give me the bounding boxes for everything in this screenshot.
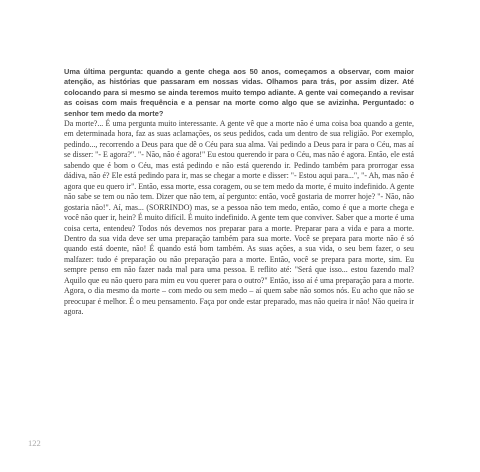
interview-question: Uma última pergunta: quando a gente chega aos 50 anos, começamos a observar, com maior atenção, as histórias que passaram em nossas vidas. Olhamos para trás, por assim dizer. Até colocando para si mesmo se ainda teremos muito tempo adiante. A gente vai começando a revisar as coisas com mais frequência e a pensar na morte como algo que se avizinha. Perguntado: o senhor tem medo da morte? [64,67,414,118]
page-number: 122 [28,438,41,448]
interview-answer: Da morte?... É uma pergunta muito interessante. A gente vê que a morte não é uma coisa boa quando a gente, em determinada hora, faz as suas aclamações, os seus pedidos, cada um dentro de sua religião. Por exemplo, pedindo..., recorrendo a Deus para que dê o Céu para sua alma. Vai pedindo a Deus para ir para o Céu, mas aí se disser: "- E agora?". "- Não, não é agora!" Eu estou querendo ir para o Céu, mas não é agora. Então, ele está sabendo que é bom o Céu, mas está pedindo e não está querendo ir. Pedindo também para prorrogar essa dádiva, não é? Ele está pedindo para ir, mas se chegar a morte e disser: "- Estou aqui para...", "- Ah, mas não é agora que eu quero ir". Então, essa morte, essa coragem, ou se tem medo da morte, é muito indefinido. A gente não sabe se tem ou não tem. Dizer que não tem, aí pergunto: então, você gostaria de morrer hoje? "- Não, não gostaria não!". Aí, mas... (SORRINDO) mas, se a pessoa não tem medo, então, como é que a morte chega e você não quer ir, hein? É muito difícil. É muito indefinido. A gente tem que conviver. Saber que a morte é uma coisa certa, entendeu? Todos nós devemos nos preparar para a morte. Preparar para a vida e para a morte. Dentro da sua vida deve ser uma preparação também para sua morte. Você se prepara para morte não é só quando está doente, não! É quando está bom também. As suas ações, a sua vida, o seu bem fazer, o seu malfazer: tudo é preparação ou não preparação para a morte. Então, você se prepara para morte, sim. Eu sempre penso em não fazer nada mal para uma pessoa. E reflito até: "Será que isso... estou fazendo mal? Aquilo que eu não quero para mim eu vou querer para o outro?" Então, isso aí é uma preparação para a morte. Agora, o dia mesmo da morte – com medo ou sem medo – aí quem sabe não somos nós. Eu acho que não se preocupar é melhor. É o meu pensamento. Faça por onde estar preparado, mas não queira ir não! Não queira ir agora. [64,119,414,317]
interview-text [64,67,414,318]
